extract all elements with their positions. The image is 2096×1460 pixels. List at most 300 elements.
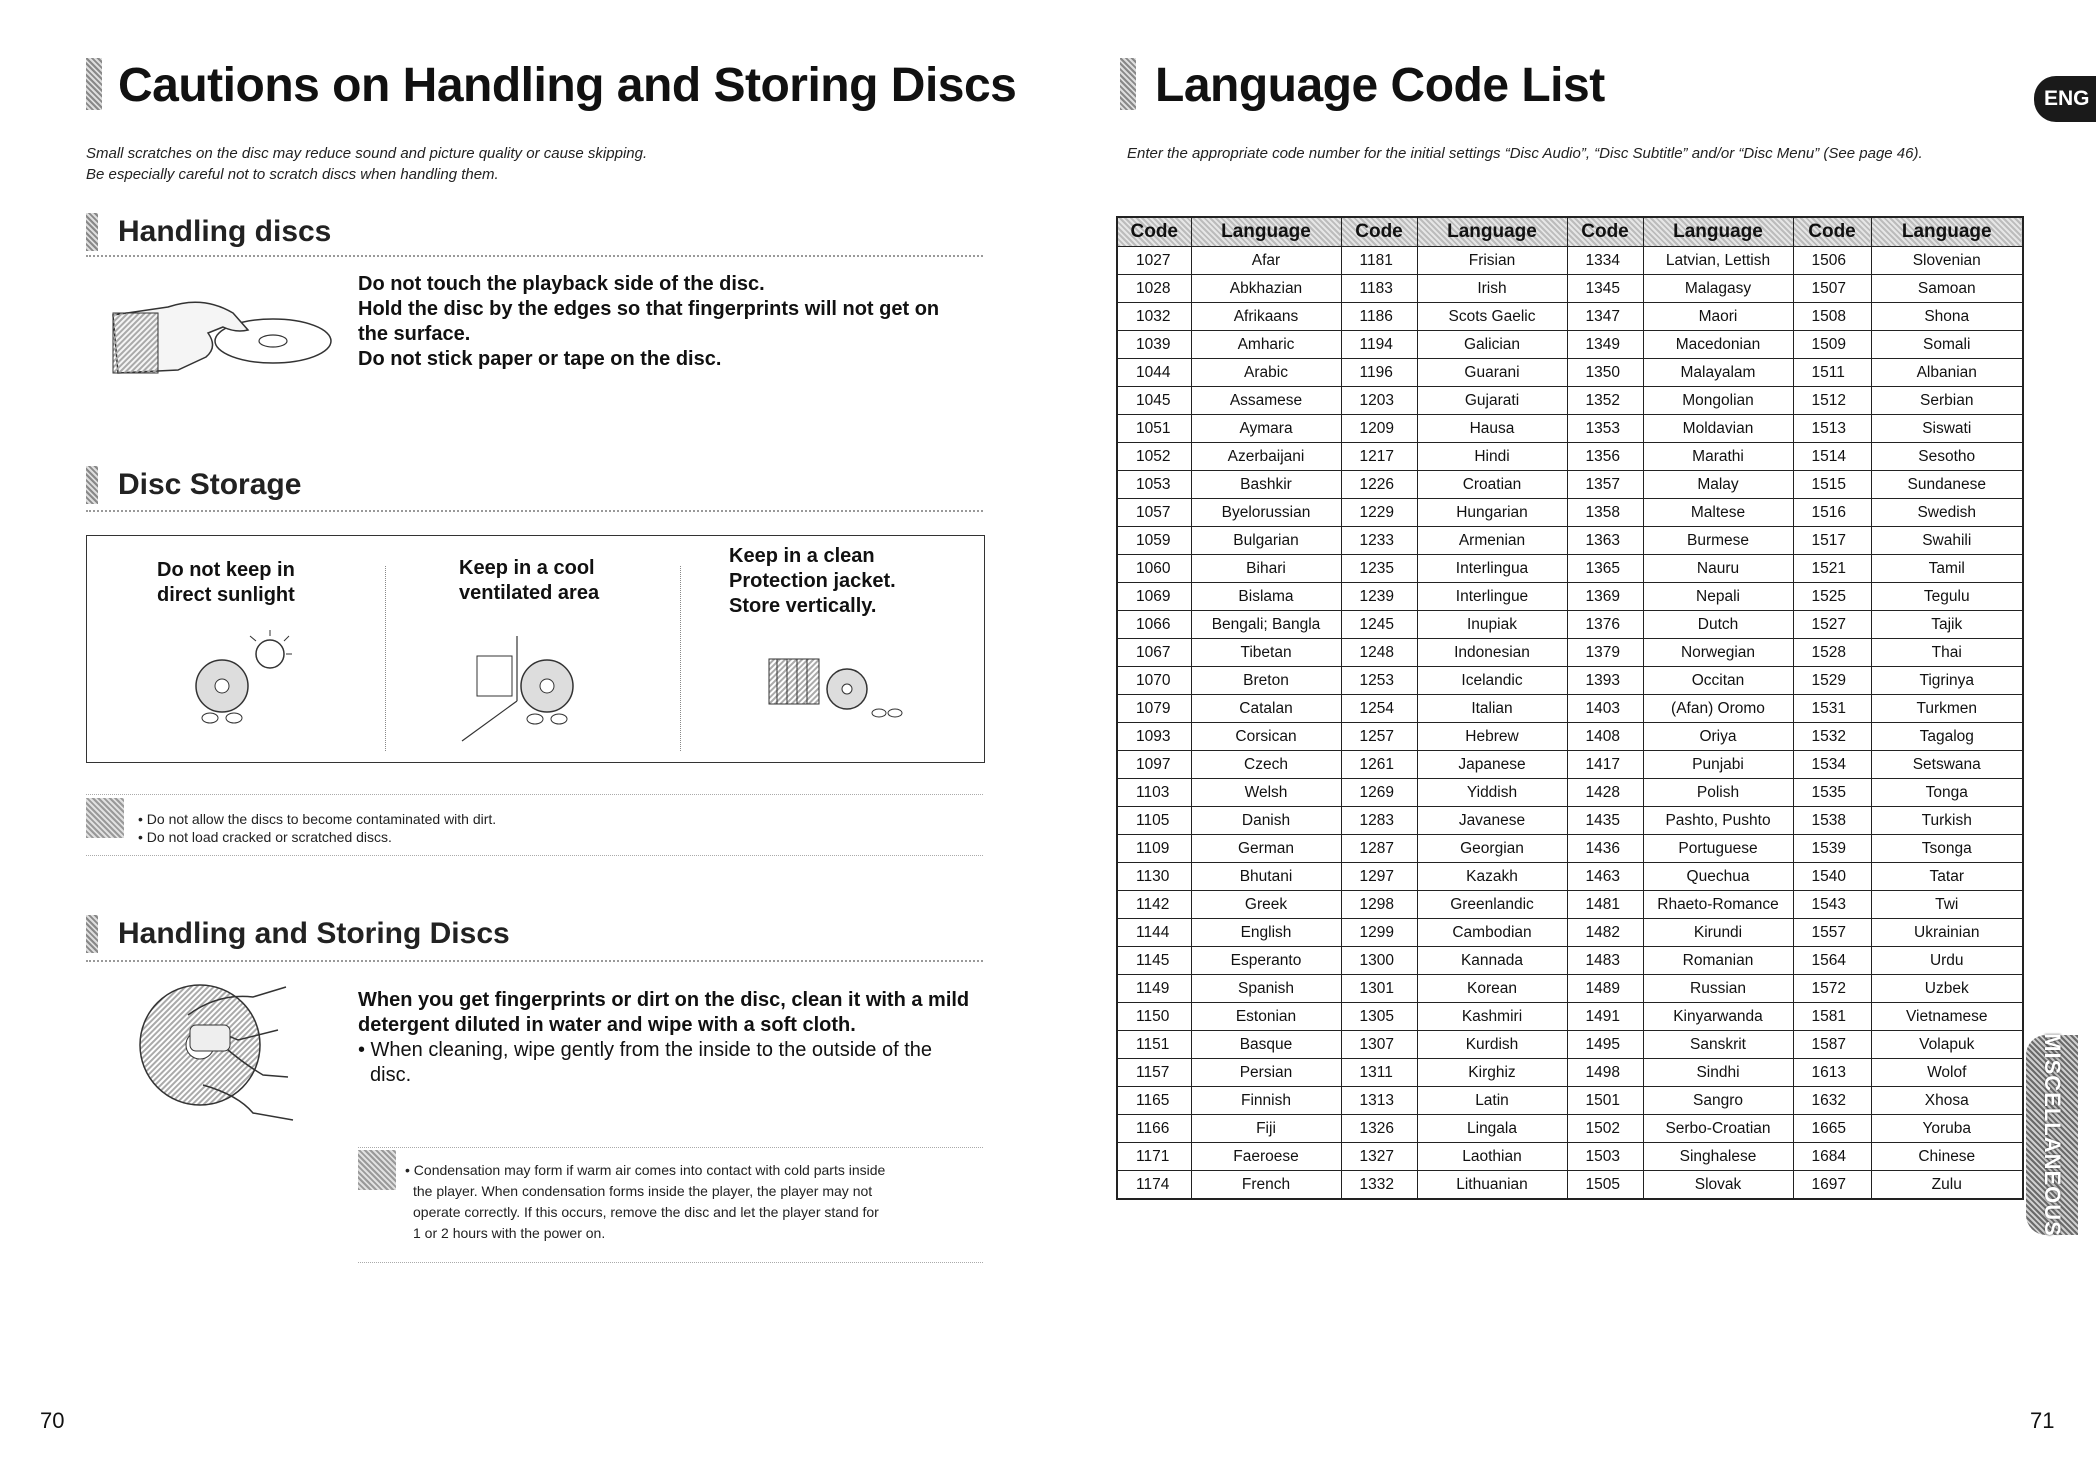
language-cell: Bhutani	[1191, 863, 1341, 891]
column-header: Code	[1793, 217, 1871, 247]
language-cell: Hindi	[1417, 443, 1567, 471]
language-cell: Swahili	[1871, 527, 2023, 555]
code-cell: 1069	[1117, 583, 1191, 611]
note-rule	[358, 1147, 983, 1148]
code-cell: 1557	[1793, 919, 1871, 947]
storage-notes	[138, 810, 496, 846]
section-bar-decoration	[86, 915, 98, 953]
code-cell: 1503	[1567, 1143, 1643, 1171]
table-row	[1117, 415, 2023, 443]
language-cell: Swedish	[1871, 499, 2023, 527]
language-cell: Scots Gaelic	[1417, 303, 1567, 331]
code-cell: 1151	[1117, 1031, 1191, 1059]
column-header: Language	[1871, 217, 2023, 247]
code-cell: 1613	[1793, 1059, 1871, 1087]
storage-label: Keep in a cool	[459, 557, 595, 579]
code-cell: 1254	[1341, 695, 1417, 723]
code-cell: 1105	[1117, 807, 1191, 835]
code-cell: 1507	[1793, 275, 1871, 303]
code-cell: 1217	[1341, 443, 1417, 471]
table-row	[1117, 611, 2023, 639]
code-cell: 1313	[1341, 1087, 1417, 1115]
intro-line: Be especially careful not to scratch discs when handling them.	[86, 166, 499, 183]
language-cell: Volapuk	[1871, 1031, 2023, 1059]
condensation-note	[405, 1160, 885, 1244]
instruction-line: Do not stick paper or tape on the disc.	[358, 348, 722, 370]
language-cell: Somali	[1871, 331, 2023, 359]
code-cell: 1632	[1793, 1087, 1871, 1115]
code-cell: 1194	[1341, 331, 1417, 359]
code-cell: 1379	[1567, 639, 1643, 667]
language-cell: Afar	[1191, 247, 1341, 275]
table-row	[1117, 1171, 2023, 1200]
code-cell: 1248	[1341, 639, 1417, 667]
language-cell: Siswati	[1871, 415, 2023, 443]
section-bar-decoration	[86, 213, 98, 251]
language-cell: Macedonian	[1643, 331, 1793, 359]
code-cell: 1534	[1793, 751, 1871, 779]
code-cell: 1350	[1567, 359, 1643, 387]
language-cell: Interlingue	[1417, 583, 1567, 611]
disc-in-sunlight-illustration	[172, 626, 302, 736]
language-cell: Ukrainian	[1871, 919, 2023, 947]
code-cell: 1697	[1793, 1171, 1871, 1200]
title-bar-decoration	[86, 58, 102, 110]
language-cell: Portuguese	[1643, 835, 1793, 863]
language-cell: Faeroese	[1191, 1143, 1341, 1171]
code-cell: 1543	[1793, 891, 1871, 919]
code-cell: 1209	[1341, 415, 1417, 443]
code-cell: 1166	[1117, 1115, 1191, 1143]
code-cell: 1145	[1117, 947, 1191, 975]
language-cell: Marathi	[1643, 443, 1793, 471]
table-row	[1117, 583, 2023, 611]
storage-box	[86, 535, 985, 763]
language-cell: Polish	[1643, 779, 1793, 807]
language-cell: Hungarian	[1417, 499, 1567, 527]
column-header: Code	[1117, 217, 1191, 247]
language-cell: Maori	[1643, 303, 1793, 331]
code-cell: 1051	[1117, 415, 1191, 443]
code-cell: 1057	[1117, 499, 1191, 527]
code-cell: 1535	[1793, 779, 1871, 807]
language-cell: Hausa	[1417, 415, 1567, 443]
code-cell: 1039	[1117, 331, 1191, 359]
code-cell: 1326	[1341, 1115, 1417, 1143]
code-cell: 1181	[1341, 247, 1417, 275]
language-cell: (Afan) Oromo	[1643, 695, 1793, 723]
code-cell: 1509	[1793, 331, 1871, 359]
section-rule	[86, 510, 983, 512]
language-cell: Oriya	[1643, 723, 1793, 751]
code-cell: 1345	[1567, 275, 1643, 303]
language-cell: Breton	[1191, 667, 1341, 695]
code-cell: 1239	[1341, 583, 1417, 611]
code-cell: 1066	[1117, 611, 1191, 639]
code-cell: 1363	[1567, 527, 1643, 555]
language-cell: Bashkir	[1191, 471, 1341, 499]
language-cell: Serbo-Croatian	[1643, 1115, 1793, 1143]
language-cell: Armenian	[1417, 527, 1567, 555]
code-cell: 1581	[1793, 1003, 1871, 1031]
code-cell: 1032	[1117, 303, 1191, 331]
table-row	[1117, 947, 2023, 975]
language-cell: Burmese	[1643, 527, 1793, 555]
code-cell: 1299	[1341, 919, 1417, 947]
language-cell: Icelandic	[1417, 667, 1567, 695]
storage-label: direct sunlight	[157, 584, 295, 606]
language-cell: Samoan	[1871, 275, 2023, 303]
intro-text	[86, 143, 647, 185]
code-cell: 1365	[1567, 555, 1643, 583]
code-cell: 1538	[1793, 807, 1871, 835]
code-cell: 1564	[1793, 947, 1871, 975]
language-cell: Fiji	[1191, 1115, 1341, 1143]
instruction-line: detergent diluted in water and wipe with a soft cloth.	[358, 1014, 856, 1036]
language-cell: Mongolian	[1643, 387, 1793, 415]
code-cell: 1540	[1793, 863, 1871, 891]
code-cell: 1165	[1117, 1087, 1191, 1115]
code-cell: 1528	[1793, 639, 1871, 667]
language-cell: Cambodian	[1417, 919, 1567, 947]
language-cell: Kinyarwanda	[1643, 1003, 1793, 1031]
note-icon	[358, 1150, 396, 1190]
language-cell: Kazakh	[1417, 863, 1567, 891]
table-row	[1117, 443, 2023, 471]
code-cell: 1334	[1567, 247, 1643, 275]
language-cell: Interlingua	[1417, 555, 1567, 583]
code-cell: 1352	[1567, 387, 1643, 415]
section-heading-handling: Handling discs	[118, 215, 332, 248]
table-row	[1117, 527, 2023, 555]
language-cell: Croatian	[1417, 471, 1567, 499]
cleaning-disc-illustration	[128, 975, 308, 1125]
language-cell: Tibetan	[1191, 639, 1341, 667]
storage-label: Keep in a clean	[729, 545, 875, 567]
language-cell: Galician	[1417, 331, 1567, 359]
language-cell: Bengali; Bangla	[1191, 611, 1341, 639]
code-cell: 1525	[1793, 583, 1871, 611]
language-cell: Welsh	[1191, 779, 1341, 807]
language-cell: Hebrew	[1417, 723, 1567, 751]
language-cell: Sanskrit	[1643, 1031, 1793, 1059]
language-cell: Quechua	[1643, 863, 1793, 891]
code-cell: 1183	[1341, 275, 1417, 303]
code-cell: 1505	[1567, 1171, 1643, 1200]
code-cell: 1287	[1341, 835, 1417, 863]
table-row	[1117, 303, 2023, 331]
code-cell: 1358	[1567, 499, 1643, 527]
code-cell: 1028	[1117, 275, 1191, 303]
code-cell: 1327	[1341, 1143, 1417, 1171]
note-rule	[86, 855, 983, 856]
code-cell: 1463	[1567, 863, 1643, 891]
instruction-line: Do not touch the playback side of the disc.	[358, 273, 765, 295]
table-row	[1117, 751, 2023, 779]
language-cell: Indonesian	[1417, 639, 1567, 667]
code-cell: 1093	[1117, 723, 1191, 751]
code-cell: 1298	[1341, 891, 1417, 919]
language-cell: Kirghiz	[1417, 1059, 1567, 1087]
language-cell: Spanish	[1191, 975, 1341, 1003]
note-line: • Do not allow the discs to become contaminated with dirt.	[138, 811, 497, 827]
storage-label: Do not keep in	[157, 559, 295, 581]
code-cell: 1531	[1793, 695, 1871, 723]
intro-text: Enter the appropriate code number for the initial settings “Disc Audio”, “Disc Subtitle” and/or “Disc Menu” (See page 46).	[1127, 145, 1923, 162]
code-cell: 1261	[1341, 751, 1417, 779]
code-cell: 1060	[1117, 555, 1191, 583]
intro-line: Small scratches on the disc may reduce sound and picture quality or cause skipping.	[86, 145, 648, 162]
code-cell: 1369	[1567, 583, 1643, 611]
code-cell: 1529	[1793, 667, 1871, 695]
table-row	[1117, 639, 2023, 667]
language-cell: Zulu	[1871, 1171, 2023, 1200]
column-header: Code	[1567, 217, 1643, 247]
code-cell: 1186	[1341, 303, 1417, 331]
code-cell: 1067	[1117, 639, 1191, 667]
language-cell: Frisian	[1417, 247, 1567, 275]
language-cell: Chinese	[1871, 1143, 2023, 1171]
code-cell: 1245	[1341, 611, 1417, 639]
code-cell: 1059	[1117, 527, 1191, 555]
language-cell: Kirundi	[1643, 919, 1793, 947]
column-header: Code	[1341, 217, 1417, 247]
language-cell: Malagasy	[1643, 275, 1793, 303]
code-cell: 1417	[1567, 751, 1643, 779]
code-cell: 1171	[1117, 1143, 1191, 1171]
language-cell: Xhosa	[1871, 1087, 2023, 1115]
table-row	[1117, 331, 2023, 359]
language-cell: Latvian, Lettish	[1643, 247, 1793, 275]
table-row	[1117, 359, 2023, 387]
miscellaneous-side-tab	[2026, 1035, 2078, 1235]
handling-instructions	[358, 272, 939, 372]
language-cell: English	[1191, 919, 1341, 947]
code-cell: 1513	[1793, 415, 1871, 443]
table-row	[1117, 1115, 2023, 1143]
language-tab: ENG	[2034, 76, 2096, 122]
code-cell: 1482	[1567, 919, 1643, 947]
language-cell: Kurdish	[1417, 1031, 1567, 1059]
language-cell: Lithuanian	[1417, 1171, 1567, 1200]
language-code-table	[1116, 216, 2024, 1200]
code-cell: 1502	[1567, 1115, 1643, 1143]
storage-label: ventilated area	[459, 582, 600, 604]
disc-ventilated-area-illustration	[457, 631, 607, 746]
code-cell: 1149	[1117, 975, 1191, 1003]
code-cell: 1501	[1567, 1087, 1643, 1115]
language-cell: French	[1191, 1171, 1341, 1200]
language-cell: Kannada	[1417, 947, 1567, 975]
table-row	[1117, 695, 2023, 723]
code-cell: 1070	[1117, 667, 1191, 695]
table-row	[1117, 499, 2023, 527]
section-heading-cleaning: Handling and Storing Discs	[118, 917, 510, 950]
code-cell: 1053	[1117, 471, 1191, 499]
table-row	[1117, 387, 2023, 415]
table-row	[1117, 975, 2023, 1003]
table-row	[1117, 667, 2023, 695]
table-row	[1117, 835, 2023, 863]
code-cell: 1436	[1567, 835, 1643, 863]
language-cell: Singhalese	[1643, 1143, 1793, 1171]
code-cell: 1483	[1567, 947, 1643, 975]
code-cell: 1357	[1567, 471, 1643, 499]
language-cell: Tegulu	[1871, 583, 2023, 611]
table-row	[1117, 1059, 2023, 1087]
instruction-line: the surface.	[358, 323, 471, 345]
language-cell: Tigrinya	[1871, 667, 2023, 695]
language-cell: Occitan	[1643, 667, 1793, 695]
code-cell: 1301	[1341, 975, 1417, 1003]
table-row	[1117, 247, 2023, 275]
code-cell: 1144	[1117, 919, 1191, 947]
code-cell: 1196	[1341, 359, 1417, 387]
code-cell: 1027	[1117, 247, 1191, 275]
code-cell: 1283	[1341, 807, 1417, 835]
language-cell: Turkish	[1871, 807, 2023, 835]
language-cell: Aymara	[1191, 415, 1341, 443]
note-rule	[358, 1262, 983, 1263]
language-cell: Bihari	[1191, 555, 1341, 583]
language-cell: Greek	[1191, 891, 1341, 919]
code-cell: 1408	[1567, 723, 1643, 751]
code-cell: 1233	[1341, 527, 1417, 555]
language-cell: Japanese	[1417, 751, 1567, 779]
code-cell: 1203	[1341, 387, 1417, 415]
language-cell: Sesotho	[1871, 443, 2023, 471]
language-cell: Punjabi	[1643, 751, 1793, 779]
code-cell: 1332	[1341, 1171, 1417, 1200]
code-cell: 1097	[1117, 751, 1191, 779]
table-row	[1117, 779, 2023, 807]
language-cell: Nauru	[1643, 555, 1793, 583]
table-row	[1117, 863, 2023, 891]
language-cell: Shona	[1871, 303, 2023, 331]
table-row	[1117, 1003, 2023, 1031]
page-number-left: 70	[40, 1408, 65, 1433]
language-cell: Tatar	[1871, 863, 2023, 891]
section-heading-storage: Disc Storage	[118, 468, 302, 501]
storage-label: Protection jacket.	[729, 570, 896, 592]
code-cell: 1498	[1567, 1059, 1643, 1087]
instruction-line: Hold the disc by the edges so that fingerprints will not get on	[358, 298, 940, 320]
language-cell: Abkhazian	[1191, 275, 1341, 303]
language-cell: Danish	[1191, 807, 1341, 835]
code-cell: 1269	[1341, 779, 1417, 807]
language-cell: Gujarati	[1417, 387, 1567, 415]
language-cell: Rhaeto-Romance	[1643, 891, 1793, 919]
language-cell: Nepali	[1643, 583, 1793, 611]
cleaning-instructions-bold	[358, 988, 969, 1038]
column-divider	[385, 566, 386, 751]
table-row	[1117, 1031, 2023, 1059]
language-cell: Byelorussian	[1191, 499, 1341, 527]
language-cell: Javanese	[1417, 807, 1567, 835]
language-cell: Malayalam	[1643, 359, 1793, 387]
note-line: operate correctly. If this occurs, remove the disc and let the player stand for	[413, 1204, 879, 1220]
page-title: Language Code List	[1155, 59, 1605, 112]
code-cell: 1587	[1793, 1031, 1871, 1059]
code-cell: 1109	[1117, 835, 1191, 863]
code-cell: 1052	[1117, 443, 1191, 471]
language-cell: Slovak	[1643, 1171, 1793, 1200]
language-cell: Azerbaijani	[1191, 443, 1341, 471]
code-cell: 1506	[1793, 247, 1871, 275]
language-cell: Uzbek	[1871, 975, 2023, 1003]
language-cell: Moldavian	[1643, 415, 1793, 443]
language-cell: Sindhi	[1643, 1059, 1793, 1087]
disc-stored-vertically-illustration	[767, 631, 907, 741]
code-cell: 1516	[1793, 499, 1871, 527]
code-cell: 1235	[1341, 555, 1417, 583]
code-cell: 1229	[1341, 499, 1417, 527]
code-cell: 1376	[1567, 611, 1643, 639]
language-cell: Latin	[1417, 1087, 1567, 1115]
page-number-right: 71	[2030, 1408, 2055, 1433]
language-cell: Urdu	[1871, 947, 2023, 975]
language-cell: Slovenian	[1871, 247, 2023, 275]
language-cell: Greenlandic	[1417, 891, 1567, 919]
storage-label: Store vertically.	[729, 595, 877, 617]
language-cell: Amharic	[1191, 331, 1341, 359]
language-cell: Serbian	[1871, 387, 2023, 415]
code-cell: 1665	[1793, 1115, 1871, 1143]
code-cell: 1103	[1117, 779, 1191, 807]
code-cell: 1495	[1567, 1031, 1643, 1059]
language-cell: Basque	[1191, 1031, 1341, 1059]
code-cell: 1353	[1567, 415, 1643, 443]
code-cell: 1511	[1793, 359, 1871, 387]
instruction-line: When you get fingerprints or dirt on the disc, clean it with a mild	[358, 989, 970, 1011]
language-cell: Russian	[1643, 975, 1793, 1003]
hand-holding-disc-illustration	[108, 275, 333, 395]
language-cell: Thai	[1871, 639, 2023, 667]
code-cell: 1174	[1117, 1171, 1191, 1200]
language-cell: Laothian	[1417, 1143, 1567, 1171]
table-row	[1117, 807, 2023, 835]
language-cell: Pashto, Pushto	[1643, 807, 1793, 835]
language-cell: Maltese	[1643, 499, 1793, 527]
section-bar-decoration	[86, 466, 98, 504]
code-cell: 1150	[1117, 1003, 1191, 1031]
table-header-row	[1117, 217, 2023, 247]
code-cell: 1481	[1567, 891, 1643, 919]
page-title: Cautions on Handling and Storing Discs	[118, 59, 1017, 112]
language-cell: Bulgarian	[1191, 527, 1341, 555]
code-cell: 1307	[1341, 1031, 1417, 1059]
code-cell: 1684	[1793, 1143, 1871, 1171]
language-cell: Lingala	[1417, 1115, 1567, 1143]
language-cell: Finnish	[1191, 1087, 1341, 1115]
language-cell: Afrikaans	[1191, 303, 1341, 331]
code-cell: 1489	[1567, 975, 1643, 1003]
code-cell: 1521	[1793, 555, 1871, 583]
language-cell: Kashmiri	[1417, 1003, 1567, 1031]
language-cell: Romanian	[1643, 947, 1793, 975]
note-rule	[86, 794, 983, 795]
code-cell: 1079	[1117, 695, 1191, 723]
code-cell: 1539	[1793, 835, 1871, 863]
note-line: • Condensation may form if warm air comes into contact with cold parts inside	[405, 1162, 886, 1178]
side-tab-label: MISCELLANEOUS	[2040, 1033, 2065, 1237]
table-row	[1117, 275, 2023, 303]
language-cell: Setswana	[1871, 751, 2023, 779]
language-cell: Vietnamese	[1871, 1003, 2023, 1031]
code-cell: 1393	[1567, 667, 1643, 695]
code-cell: 1514	[1793, 443, 1871, 471]
code-cell: 1403	[1567, 695, 1643, 723]
